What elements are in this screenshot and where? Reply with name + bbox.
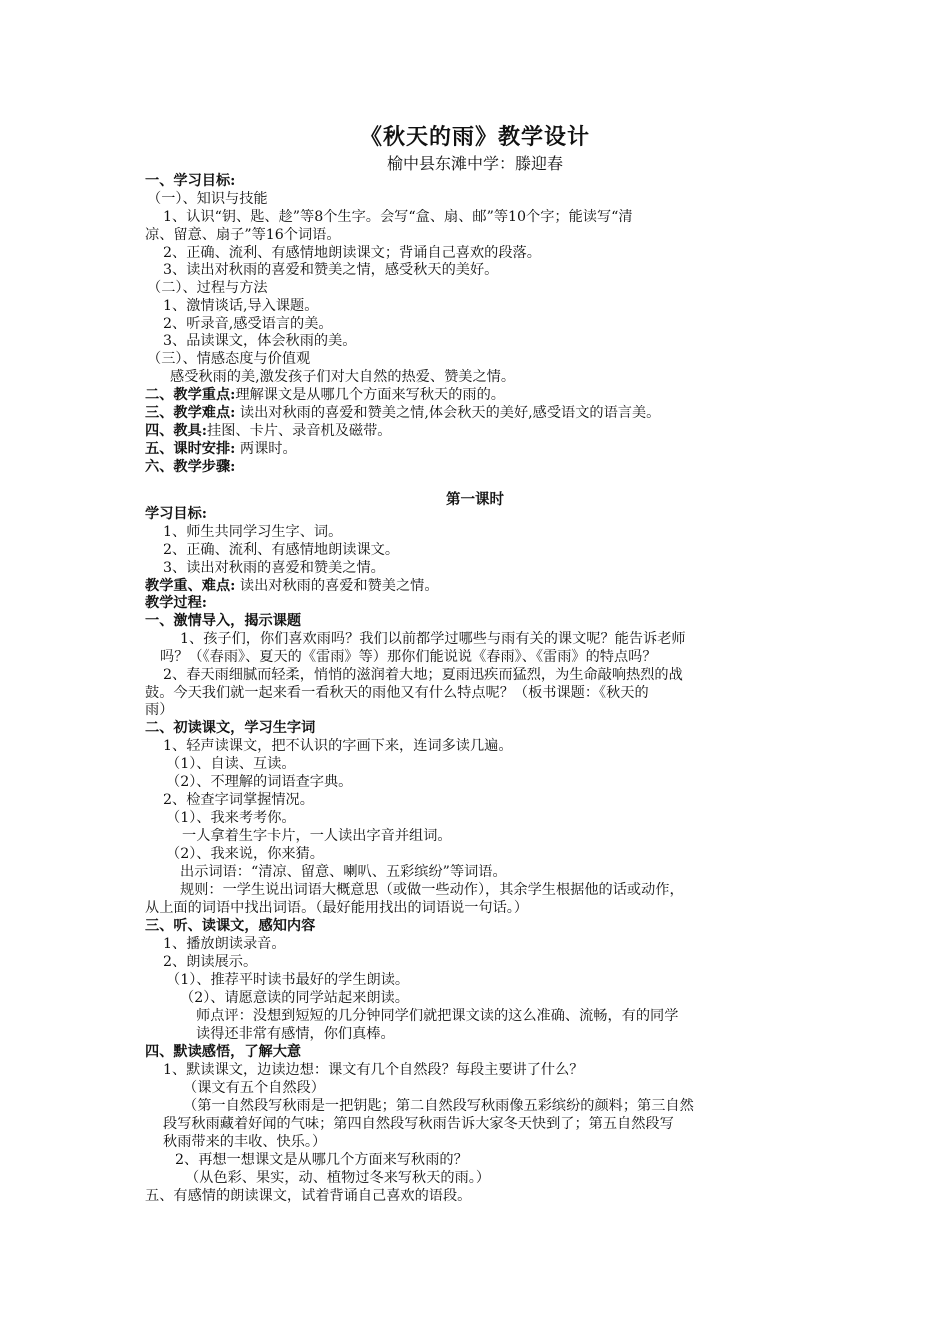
line-text: 3、读出对秋雨的喜爱和赞美之情。 (163, 560, 385, 576)
line-text: 1、孩子们，你们喜欢雨吗？我们以前都学过哪些与雨有关的课文呢？能告诉老师 (180, 631, 686, 647)
text-line (163, 208, 633, 226)
text-line (163, 791, 314, 809)
line-text: 出示词语：“清凉、留意、喇叭、五彩缤纷”等词语。 (180, 864, 507, 880)
line-text: 段写秋雨藏着好闻的气味；第四自然段写秋雨告诉大家冬天快到了；第五自然段写 (163, 1116, 674, 1132)
line-text: 二、初读课文，学习生字词 (145, 720, 316, 736)
line-text: （1）、推荐平时读书最好的学生朗读。 (166, 972, 410, 988)
line-text: 凉、留意、扇子”等16个词语。 (145, 227, 341, 243)
line-text: 四、默读感悟，了解大意 (145, 1044, 302, 1060)
line-text: 雨） (145, 702, 174, 718)
line-text: 2、再想一想课文是从哪几个方面来写秋雨的？ (175, 1152, 468, 1168)
line-text: 1、播放朗读录音。 (163, 936, 286, 952)
text-line (163, 1061, 583, 1079)
line-text: 五、有感情的朗读课文，试着背诵自己喜欢的语段。 (145, 1188, 472, 1204)
line-text: 六、教学步骤: (145, 459, 236, 475)
text-line (183, 1097, 694, 1115)
text-line (163, 315, 333, 333)
line-text: 感受秋雨的美,激发孩子们对大自然的热爱、赞美之情。 (170, 369, 516, 385)
document-title: 《秋天的雨》教学设计 (359, 124, 590, 150)
text-line (163, 541, 399, 559)
text-line (183, 1079, 325, 1097)
line-text: 一人拿着生字卡片，一人读出字音并组词。 (182, 828, 452, 844)
line-text: （二）、过程与方法 (147, 280, 268, 296)
text-line (163, 559, 385, 577)
text-line (145, 458, 235, 476)
text-line (145, 917, 315, 935)
line-text: （课文有五个自然段） (183, 1080, 325, 1096)
author-line: 榆中县东滩中学：滕迎春 (386, 154, 563, 173)
text-line (163, 261, 498, 279)
text-line (145, 1043, 301, 1061)
text-line (145, 404, 660, 422)
text-line (166, 755, 296, 773)
line-text: （一）、知识与技能 (147, 191, 268, 207)
line-text: 教学过程: (145, 595, 207, 611)
line-text: 3、品读课文，体会秋雨的美。 (163, 333, 357, 349)
text-line (160, 648, 657, 666)
text-line (180, 863, 507, 881)
text-line (175, 1151, 468, 1169)
text-line (145, 899, 528, 917)
text-line (145, 386, 505, 404)
lesson-heading: 第一课时 (446, 491, 504, 508)
line-text: 2、检查字词掌握情况。 (163, 792, 314, 808)
text-line (145, 172, 235, 190)
text-line (145, 577, 439, 595)
text-line (170, 368, 515, 386)
text-line (163, 666, 683, 684)
line-text: （2）、我来说，你来猜。 (166, 846, 324, 862)
line-text: 1、激情谈话,导入课题。 (163, 298, 319, 314)
line-text: 2、春天雨细腻而轻柔，悄悄的滋润着大地；夏雨迅疾而猛烈，为生命敲响热烈的战 (163, 667, 683, 683)
line-text: 秋雨带来的丰收、快乐。） (163, 1134, 327, 1150)
line-text: 学习目标: (145, 506, 207, 522)
line-text: 规则：一学生说出词语大概意思（或做一些动作），其余学生根据他的话或动作， (180, 882, 684, 898)
text-line (145, 422, 391, 440)
text-line (180, 881, 684, 899)
text-line (147, 279, 268, 297)
text-line (163, 1133, 326, 1151)
line-text: 读得还非常有感情，你们真棒。 (196, 1026, 395, 1042)
line-label: 五、课时安排: (145, 441, 236, 457)
line-text: （1）、我来考考你。 (166, 810, 296, 826)
line-label: 三、教学难点: (145, 405, 236, 421)
line-text: 一、学习目标: (145, 173, 236, 189)
line-label: 教学重、难点: (145, 578, 236, 594)
line-text: 鼓。今天我们就一起来看一看秋天的雨他又有什么特点呢？（板书课题：《秋天的 (145, 685, 649, 701)
line-label: 二、教学重点: (145, 387, 236, 403)
line-text: （第一自然段写秋雨是一把钥匙；第二自然段写秋雨像五彩缤纷的颜料；第三自然 (183, 1098, 694, 1114)
line-text: 2、朗读展示。 (163, 954, 258, 970)
text-line (145, 1187, 471, 1205)
line-text: 理解课文是从哪几个方面来写秋天的雨的。 (235, 387, 505, 403)
text-line (196, 1025, 395, 1043)
text-line (147, 190, 268, 208)
line-text: （从色彩、果实，动、植物过冬来写秋天的雨。） (185, 1170, 491, 1186)
text-line (163, 523, 342, 541)
text-line (145, 719, 315, 737)
text-line (196, 1007, 678, 1025)
line-text: （1）、自读、互读。 (166, 756, 296, 772)
line-text: 2、正确、流利、有感情地朗读课文。 (163, 542, 400, 558)
line-text: 1、轻声读课文，把不认识的字画下来，连词多读几遍。 (163, 738, 513, 754)
text-line (163, 332, 356, 350)
line-text: 2、正确、流利、有感情地朗读课文；背诵自己喜欢的段落。 (163, 245, 541, 261)
line-text: 一、激情导入，揭示课题 (145, 613, 302, 629)
text-line (182, 827, 452, 845)
text-line (180, 630, 686, 648)
text-line (163, 244, 541, 262)
text-line (166, 845, 324, 863)
text-line (145, 505, 207, 523)
text-line (147, 350, 310, 368)
text-line (145, 684, 649, 702)
line-label: 四、教具: (145, 423, 207, 439)
text-line (180, 989, 409, 1007)
line-text: （2）、不理解的词语查字典。 (166, 774, 353, 790)
text-line (163, 1115, 674, 1133)
text-line (163, 297, 318, 315)
line-text: 从上面的词语中找出词语。（最好能用找出的词语说一句话。） (145, 900, 529, 916)
line-text: 挂图、卡片、录音机及磁带。 (207, 423, 392, 439)
text-line (185, 1169, 490, 1187)
text-line (166, 773, 352, 791)
text-line (163, 953, 257, 971)
line-text: （2）、请愿意读的同学站起来朗读。 (180, 990, 409, 1006)
line-text: （三）、情感态度与价值观 (147, 351, 311, 367)
line-text: 三、听、读课文，感知内容 (145, 918, 316, 934)
text-line (166, 971, 409, 989)
line-text: 读出对秋雨的喜爱和赞美之情,体会秋天的美好,感受语文的语言美。 (235, 405, 661, 421)
line-text: 1、师生共同学习生字、词。 (163, 524, 343, 540)
text-line (145, 701, 173, 719)
line-text: 1、默读课文，边读边想：课文有几个自然段？每段主要讲了什么？ (163, 1062, 584, 1078)
text-line (163, 935, 286, 953)
text-line (163, 737, 513, 755)
text-line (145, 226, 341, 244)
line-text: 师点评：没想到短短的几分钟同学们就把课文读的这么准确、流畅，有的同学 (196, 1008, 679, 1024)
line-text: 1、认识“钥、匙、趁”等8个生字。会写“盒、扇、邮”等10个字；能读写“清 (163, 209, 633, 225)
line-text: 3、读出对秋雨的喜爱和赞美之情，感受秋天的美好。 (163, 262, 499, 278)
line-text: 读出对秋雨的喜爱和赞美之情。 (235, 578, 439, 594)
text-line (145, 440, 297, 458)
text-line (166, 809, 296, 827)
line-text: 两课时。 (235, 441, 297, 457)
line-text: 2、听录音,感受语言的美。 (163, 316, 333, 332)
text-line (145, 612, 301, 630)
text-line (145, 594, 207, 612)
line-text: 吗？（《春雨》、夏天的《雷雨》等）那你们能说说《春雨》、《雷雨》的特点吗？ (160, 649, 657, 665)
